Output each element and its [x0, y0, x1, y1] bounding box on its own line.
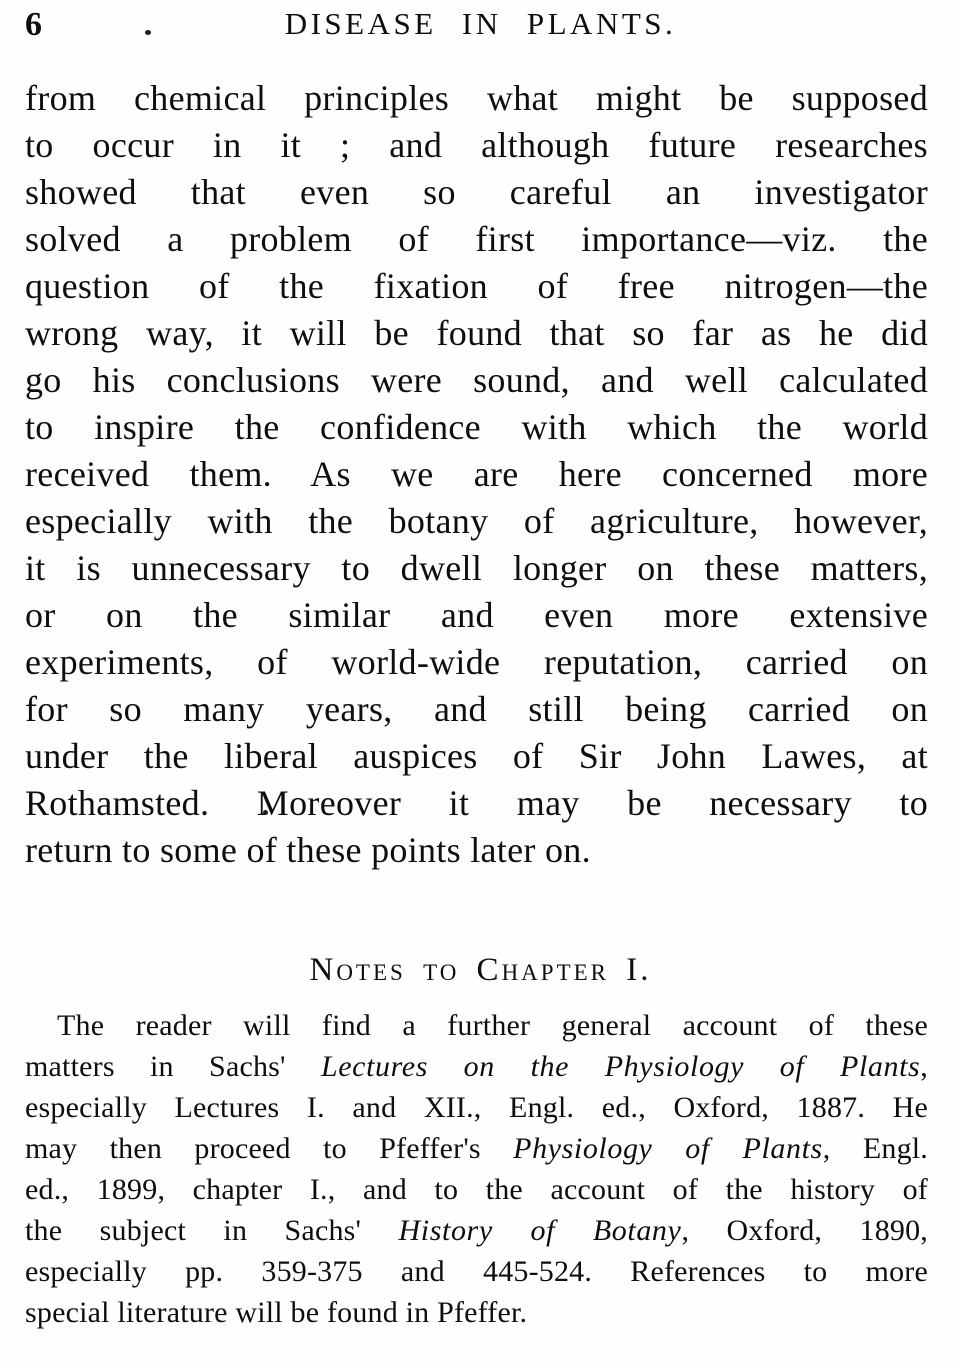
text-run: or on the similar and even more extensive [25, 595, 928, 635]
text-run: matters in Sachs' [25, 1050, 321, 1083]
text-line [25, 1169, 928, 1210]
body-paragraph [25, 75, 928, 874]
text-run: from chemical principles what might be supposed [25, 78, 928, 118]
text-line [25, 1046, 928, 1087]
text-run: for so many years, and still being carried on [25, 689, 928, 729]
text-line [25, 1128, 928, 1169]
text-line [25, 263, 928, 310]
text-run: , Oxford, 1890, [681, 1214, 928, 1247]
text-line [25, 498, 928, 545]
text-run: , [920, 1050, 928, 1083]
text-line [25, 1292, 928, 1333]
text-run: solved a problem of first importance—viz. the [25, 219, 928, 259]
italic-text: History of Botany [398, 1214, 682, 1247]
page-number: 6 [25, 6, 43, 43]
text-line [25, 1005, 928, 1046]
italic-text: Physiology of Plants [513, 1132, 823, 1165]
text-run: may then proceed to Pfeffer's [25, 1132, 514, 1165]
page-header [0, 0, 961, 60]
text-run: showed that even so careful an investigator [25, 172, 928, 212]
text-line [25, 404, 928, 451]
text-line [25, 122, 928, 169]
text-run: wrong way, it will be found that so far as he did [25, 313, 928, 353]
notes-paragraph [25, 1005, 928, 1333]
text-run: the subject in Sachs' [25, 1214, 399, 1247]
text-run: question of the fixation of free nitrogen—the [25, 266, 928, 306]
text-run: received them. As we are here concerned more [25, 454, 928, 494]
running-title: DISEASE IN PLANTS. [284, 6, 677, 41]
text-line [25, 592, 928, 639]
text-run: especially with the botany of agriculture, however, [25, 501, 928, 541]
text-run: , Engl. [822, 1132, 929, 1165]
text-line [25, 1087, 928, 1128]
scan-artifact-dot [145, 30, 151, 35]
text-run: especially pp. 359-375 and 445-524. References to more [25, 1255, 928, 1288]
text-line [25, 686, 928, 733]
text-line [25, 216, 928, 263]
text-line [25, 545, 928, 592]
text-run: special literature will be found in Pfeffer. [25, 1296, 528, 1329]
text-line [25, 780, 928, 827]
text-line [25, 639, 928, 686]
text-line [25, 169, 928, 216]
text-line [25, 75, 928, 122]
text-run: The reader will find a further general account of these [57, 1009, 928, 1042]
text-run: it is unnecessary to dwell longer on these matters, [25, 548, 928, 588]
text-run: to inspire the confidence with which the world [25, 407, 928, 447]
text-run: Rothamsted. Moreover it may be necessary to [25, 783, 928, 823]
text-run: ed., 1899, chapter I., and to the account of the history of [25, 1173, 928, 1206]
text-line [25, 357, 928, 404]
text-line [25, 1210, 928, 1251]
text-line [25, 451, 928, 498]
text-run: experiments, of world-wide reputation, carried on [25, 642, 928, 682]
notes-heading: Notes to Chapter I. [309, 952, 652, 988]
text-line [25, 310, 928, 357]
text-line [25, 1251, 928, 1292]
text-line [25, 733, 928, 780]
text-run: under the liberal auspices of Sir John Lawes, at [25, 736, 928, 776]
text-run: especially Lectures I. and XII., Engl. ed., Oxford, 1887. He [25, 1091, 928, 1124]
italic-text: Lectures on the Physiology of Plants [320, 1050, 921, 1083]
text-line [25, 827, 928, 874]
text-run: to occur in it ; and although future researches [25, 125, 928, 165]
text-run: return to some of these points later on. [25, 830, 591, 870]
text-run: go his conclusions were sound, and well calculated [25, 360, 928, 400]
